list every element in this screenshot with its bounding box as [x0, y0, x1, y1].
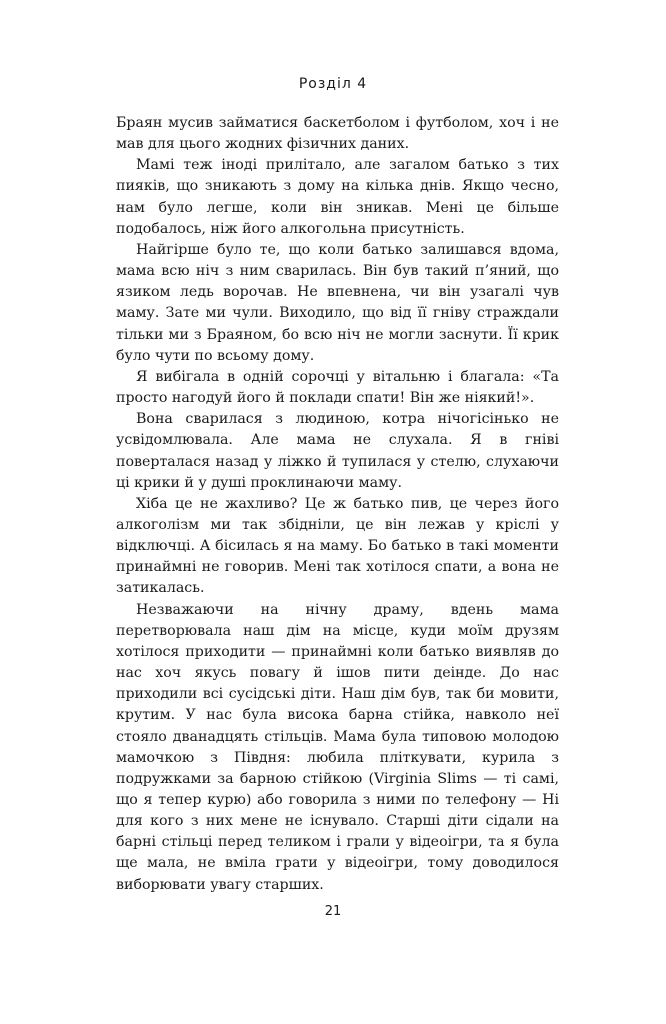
paragraph: Вона сварилася з людиною, котра нічогісінько не усвідомлювала. Але мама не слухала. Я в гніві поверталася назад у ліжко й тупилася у стелю, слухаючи ці крики й у душі проклинаючи маму. [116, 411, 559, 491]
paragraph: Хіба це не жахливо? Це ж батько пив, це через його алкоголізм ми так збідніли, це він лежав у кріслі у відключці. А бісилась я на маму. Бо батько в такі моменти принаймні не говорив. Мені так хотілося спати, а вона не затикалась. [116, 495, 559, 597]
paragraph: Найгірше було те, що коли батько залишався вдома, мама всю ніч з ним сварилась. Він був такий п’яний, що язиком ледь ворочав. Не впевнена, чи він узагалі чув маму. Зате ми чули. Виходило, що від її гніву страждали тільки ми з Браяном, бо всю ніч не могли заснути. Її крик було чути по всьому дому. [116, 241, 559, 364]
paragraph: Мамі теж іноді прилітало, але загалом батько з тих пияків, що зникають з дому на кілька днів. Якщо чесно, нам було легше, коли він зникав. Мені це більше подобалось, ніж його алкогольна присутність. [116, 157, 559, 237]
body-text [116, 113, 559, 896]
page-number: 21 [324, 904, 342, 919]
paragraph: Незважаючи на нічну драму, вдень мама перетворювала наш дім на місце, куди моїм друзям хотілося приходити — принаймні коли батько виявляв до нас хоч якусь повагу й ішов пити деінде. До нас приходили всі сусідські діти. Наш дім був, так би мовити, крутим. У нас була висока барна стійка, навколо неї стояло дванадцять стільців. Мама була типовою молодою мамочкою з Півдня: любила пліткувати, курила з подружками за барною стійкою (Virginia Slims — ті самі, що я тепер курю) або говорила з ними по телефону — Ні для кого з них мене не існувало. Старші діти сідали на барні стільці перед теликом і грали у відеоігри, та я була ще мала, не вміла грати у відеоігри, тому доводилося виборювати увагу старших. [116, 601, 559, 893]
running-header: Розділ 4 [298, 76, 368, 92]
paragraph: Я вибігала в одній сорочці у вітальню і благала: «Та просто нагодуй його й поклади спати! Він же ніякий!». [116, 368, 559, 407]
paragraph: Браян мусив займатися баскетболом і футболом, хоч і не мав для цього жодних фізичних даних. [116, 115, 559, 153]
